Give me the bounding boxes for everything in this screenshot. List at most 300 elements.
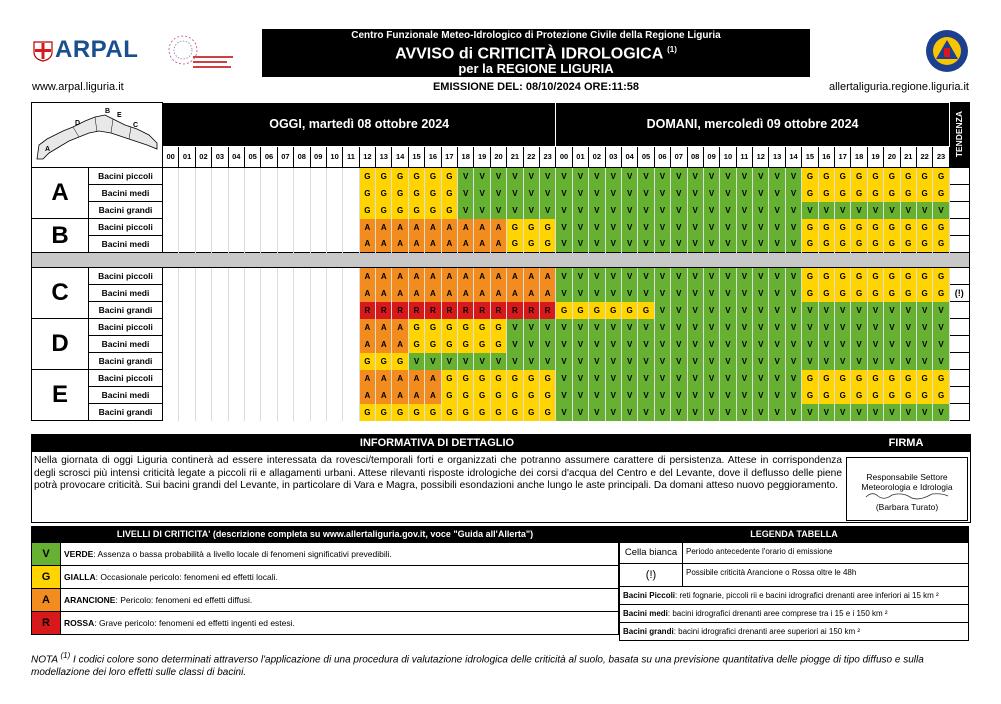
hour-cell: G [376, 168, 392, 185]
hour-cell: G [851, 219, 867, 236]
hour-cell: V [605, 319, 621, 336]
hour-cell: V [933, 353, 949, 370]
hour-cell: V [671, 319, 687, 336]
hour-cell: V [720, 168, 736, 185]
hour-cell [212, 285, 228, 302]
hour-cell: G [539, 404, 555, 421]
hour-cell: G [884, 168, 900, 185]
hour-cell: V [539, 168, 555, 185]
hour-cell [212, 370, 228, 387]
hour-cell: V [654, 185, 670, 202]
hour-cell: V [605, 168, 621, 185]
hour-cell: V [605, 387, 621, 404]
hour-cell: V [654, 219, 670, 236]
hour-cell [277, 185, 293, 202]
hour-cell: G [916, 285, 932, 302]
hour-label: 03 [605, 146, 621, 167]
grid-row [32, 285, 970, 302]
hour-cell: A [359, 319, 375, 336]
hour-cell: G [933, 236, 949, 253]
website-right[interactable]: allertaliguria.regione.liguria.it [828, 81, 969, 93]
hour-cell: G [474, 319, 490, 336]
hour-cell [343, 202, 359, 219]
hour-cell [277, 168, 293, 185]
hour-cell: A [408, 268, 424, 285]
hour-cell: A [392, 236, 408, 253]
map-label-c: C [133, 122, 139, 129]
hour-cell [277, 387, 293, 404]
hour-cell: G [884, 285, 900, 302]
hour-cell [244, 236, 260, 253]
hour-label: 05 [638, 146, 654, 167]
hour-cell: V [671, 168, 687, 185]
footnote-text: I codici colore sono determinati attraverso l'applicazione di una procedura di valutazione idrologica delle criticità al suolo, basata su una previsione quantitativa delle piogge di tipo diffuso e sulla modellazione dei loro effetti sulle classi di bacini. [31, 654, 924, 679]
hour-cell: V [621, 219, 637, 236]
hour-cell [179, 404, 195, 421]
hour-cell: V [572, 236, 588, 253]
hour-cell [343, 236, 359, 253]
hour-cell: V [818, 353, 834, 370]
hour-cell [343, 268, 359, 285]
hour-cell [310, 404, 326, 421]
website-left[interactable]: www.arpal.liguria.it [32, 81, 124, 93]
hour-cell: G [359, 404, 375, 421]
hour-cell: V [884, 353, 900, 370]
arpal-logo: ARPAL [55, 36, 139, 63]
hour-cell: V [556, 404, 572, 421]
hour-cell: V [687, 353, 703, 370]
hour-cell: V [835, 202, 851, 219]
hour-cell: V [753, 202, 769, 219]
hour-cell [195, 168, 211, 185]
bacino-label: Bacini medi [89, 387, 163, 404]
hour-label: 17 [835, 146, 851, 167]
hour-cell [163, 302, 179, 319]
hour-label: 11 [343, 146, 359, 167]
hour-cell: V [490, 353, 506, 370]
hour-cell: G [900, 285, 916, 302]
hour-label: 01 [572, 146, 588, 167]
hour-cell: G [916, 168, 932, 185]
hour-cell: G [802, 168, 818, 185]
hour-cell: G [867, 219, 883, 236]
hour-cell: V [802, 336, 818, 353]
hour-cell: V [736, 219, 752, 236]
hour-cell: V [474, 202, 490, 219]
bacino-label: Bacini piccoli [89, 219, 163, 236]
hour-cell: V [703, 285, 719, 302]
hour-cell: V [884, 202, 900, 219]
hour-cell [179, 319, 195, 336]
hour-cell: V [802, 353, 818, 370]
hour-cell [326, 302, 342, 319]
hour-cell: V [703, 336, 719, 353]
hour-cell: V [851, 202, 867, 219]
hour-label: 09 [310, 146, 326, 167]
hour-cell: A [359, 219, 375, 236]
hour-cell [277, 404, 293, 421]
bacino-label: Bacini medi [89, 185, 163, 202]
hour-cell [228, 336, 244, 353]
hour-cell: V [539, 202, 555, 219]
hour-cell: A [490, 268, 506, 285]
hour-cell [195, 319, 211, 336]
hour-cell: V [785, 319, 801, 336]
hour-cell: A [408, 219, 424, 236]
hour-cell [343, 336, 359, 353]
bacino-label: Bacini medi [89, 236, 163, 253]
hour-cell: V [621, 185, 637, 202]
hour-cell: V [753, 370, 769, 387]
hour-cell: V [753, 404, 769, 421]
hour-cell: G [900, 370, 916, 387]
hour-cell: V [621, 319, 637, 336]
hour-cell: V [556, 268, 572, 285]
hour-cell [212, 319, 228, 336]
map-label-a: A [45, 146, 51, 153]
hour-cell: V [884, 336, 900, 353]
criticality-grid [31, 102, 970, 421]
hour-cell: V [556, 285, 572, 302]
bacino-label: Bacini piccoli [89, 168, 163, 185]
hour-cell [326, 404, 342, 421]
hour-cell: A [458, 268, 474, 285]
hour-cell: G [916, 219, 932, 236]
hour-cell [326, 268, 342, 285]
legend-excl [619, 564, 969, 587]
hour-cell: V [638, 370, 654, 387]
hour-cell: A [474, 219, 490, 236]
hour-cell: V [851, 302, 867, 319]
bacino-label: Bacini medi [89, 285, 163, 302]
hour-cell: A [408, 236, 424, 253]
hour-cell: G [933, 185, 949, 202]
hour-cell: V [769, 404, 785, 421]
hour-cell: G [933, 285, 949, 302]
hour-cell [294, 302, 310, 319]
hour-cell: V [507, 202, 523, 219]
hour-cell: V [605, 268, 621, 285]
hour-cell: G [802, 219, 818, 236]
bacino-label: Bacini piccoli [89, 268, 163, 285]
hour-cell [261, 236, 277, 253]
legend-excl-desc: Possibile criticità Arancione o Rossa oltre le 48h [686, 568, 857, 577]
centro-funzionale-logo [163, 28, 241, 81]
hour-cell: V [490, 202, 506, 219]
grid-row [32, 404, 970, 421]
hour-cell: G [933, 219, 949, 236]
hour-cell: V [556, 370, 572, 387]
hour-cell: V [687, 370, 703, 387]
hour-cell [244, 168, 260, 185]
hour-cell: V [736, 202, 752, 219]
hour-cell: V [851, 404, 867, 421]
hour-cell: V [785, 168, 801, 185]
hour-cell [179, 353, 195, 370]
legend-white-desc: Periodo antecedente l'orario di emissione [686, 547, 833, 556]
hour-cell: V [671, 268, 687, 285]
hour-cell [163, 185, 179, 202]
hour-cell: V [605, 219, 621, 236]
hour-cell [326, 336, 342, 353]
hour-cell: V [523, 353, 539, 370]
tendency-cell [949, 336, 969, 353]
hour-cell: V [900, 319, 916, 336]
hour-cell: V [785, 387, 801, 404]
hour-cell: G [851, 185, 867, 202]
hour-cell [179, 219, 195, 236]
hour-cell [294, 168, 310, 185]
hour-cell: V [736, 370, 752, 387]
signature-box [846, 457, 968, 521]
zone-label: C [32, 268, 89, 319]
level-row [31, 566, 619, 589]
hour-cell [228, 353, 244, 370]
hour-cell: V [720, 202, 736, 219]
hour-cell: V [785, 185, 801, 202]
hour-cell: A [359, 336, 375, 353]
hour-cell: V [900, 202, 916, 219]
hour-cell: V [425, 353, 441, 370]
hour-cell: V [589, 353, 605, 370]
hour-label: 20 [884, 146, 900, 167]
level-swatch: G [32, 566, 61, 588]
hour-cell [244, 285, 260, 302]
hour-cell: G [376, 353, 392, 370]
hour-cell: A [425, 219, 441, 236]
map-label-e: E [117, 112, 122, 119]
grid-row [32, 353, 970, 370]
hour-label: 05 [244, 146, 260, 167]
hour-cell: V [572, 185, 588, 202]
hour-cell: G [408, 185, 424, 202]
hour-cell: V [867, 353, 883, 370]
hour-cell [343, 168, 359, 185]
hour-cell: A [359, 236, 375, 253]
bacino-label: Bacini piccoli [89, 370, 163, 387]
hour-cell: V [867, 404, 883, 421]
hour-label: 13 [769, 146, 785, 167]
hour-cell [212, 302, 228, 319]
zone-label: E [32, 370, 89, 421]
hour-cell: G [441, 168, 457, 185]
level-name: VERDE [64, 549, 94, 559]
hour-cell: A [441, 236, 457, 253]
hour-cell: V [818, 302, 834, 319]
hour-cell: V [687, 285, 703, 302]
hour-cell [326, 236, 342, 253]
hour-cell: G [458, 370, 474, 387]
hour-cell: V [556, 202, 572, 219]
hour-cell: V [769, 302, 785, 319]
hour-cell [343, 387, 359, 404]
hour-cell: V [556, 319, 572, 336]
hour-cell: G [867, 387, 883, 404]
legend-medium-desc: : bacini idrografici drenanti aree comprese tra i 15 e i 150 km ² [667, 609, 888, 618]
hour-cell [294, 285, 310, 302]
hour-cell: V [933, 302, 949, 319]
map-label-b: B [105, 108, 111, 115]
hour-cell: V [605, 185, 621, 202]
hour-cell [244, 353, 260, 370]
hour-cell: G [818, 219, 834, 236]
hour-cell: V [671, 336, 687, 353]
hour-cell: V [703, 185, 719, 202]
hour-cell: V [572, 202, 588, 219]
hour-cell: V [900, 404, 916, 421]
hour-cell: V [769, 219, 785, 236]
hour-cell: A [539, 285, 555, 302]
hour-label: 12 [753, 146, 769, 167]
hour-cell [261, 185, 277, 202]
hour-label: 08 [687, 146, 703, 167]
hour-cell: V [720, 268, 736, 285]
level-desc [64, 618, 295, 628]
hour-cell: V [638, 168, 654, 185]
hour-cell: G [474, 404, 490, 421]
hour-cell [163, 387, 179, 404]
hour-cell [310, 219, 326, 236]
hour-cell: V [802, 404, 818, 421]
hour-cell: G [490, 319, 506, 336]
hour-cell: A [376, 236, 392, 253]
hour-cell: A [425, 285, 441, 302]
hour-cell: V [785, 268, 801, 285]
hour-cell: V [638, 202, 654, 219]
hour-cell: G [359, 185, 375, 202]
hour-cell: V [916, 353, 932, 370]
hour-cell: V [720, 285, 736, 302]
hour-cell: R [490, 302, 506, 319]
day2-header: DOMANI, mercoledì 09 ottobre 2024 [556, 103, 949, 147]
hour-cell: G [818, 370, 834, 387]
hour-cell: A [425, 268, 441, 285]
hour-cell: V [605, 236, 621, 253]
hour-label: 10 [720, 146, 736, 167]
hour-cell: A [359, 285, 375, 302]
hour-cell [212, 387, 228, 404]
hour-cell: V [605, 404, 621, 421]
hour-cell: G [933, 168, 949, 185]
hour-cell: G [490, 404, 506, 421]
center-name: Centro Funzionale Meteo-Idrologico di Protezione Civile della Regione Liguria [351, 30, 721, 41]
hour-cell: V [671, 404, 687, 421]
zone-separator [32, 253, 970, 268]
level-text: : Occasionale pericolo: fenomeni ed effetti locali. [95, 572, 278, 582]
hour-label: 15 [802, 146, 818, 167]
hour-cell: A [376, 370, 392, 387]
hour-label: 15 [408, 146, 424, 167]
hour-cell: G [835, 285, 851, 302]
grid-row [32, 319, 970, 336]
hour-cell: V [916, 202, 932, 219]
hour-cell: V [589, 285, 605, 302]
hour-label: 00 [163, 146, 179, 167]
hour-cell: G [916, 370, 932, 387]
hour-cell: V [621, 202, 637, 219]
hour-cell: V [769, 268, 785, 285]
hour-cell [244, 202, 260, 219]
hour-cell [195, 268, 211, 285]
hour-cell: V [720, 404, 736, 421]
hour-cell: A [458, 219, 474, 236]
level-row [31, 612, 619, 635]
hour-cell [277, 268, 293, 285]
hour-cell: V [507, 185, 523, 202]
hour-cell: A [425, 370, 441, 387]
info-header [32, 435, 970, 452]
hour-cell [244, 336, 260, 353]
hour-cell: G [376, 404, 392, 421]
hour-cell: V [703, 219, 719, 236]
hour-cell: V [572, 353, 588, 370]
level-desc [64, 595, 252, 605]
hour-label: 04 [621, 146, 637, 167]
hour-cell [326, 319, 342, 336]
hour-cell: V [621, 285, 637, 302]
hour-cell: G [851, 285, 867, 302]
level-name: ARANCIONE [64, 595, 116, 605]
hour-cell: V [621, 268, 637, 285]
hour-cell: V [736, 319, 752, 336]
grid-row [32, 387, 970, 404]
hour-cell: G [425, 202, 441, 219]
hour-cell [228, 268, 244, 285]
hour-cell: G [359, 353, 375, 370]
hour-cell: G [523, 404, 539, 421]
hour-cell: G [490, 336, 506, 353]
hour-cell: V [474, 168, 490, 185]
hour-cell: V [736, 404, 752, 421]
hour-cell: V [720, 185, 736, 202]
hour-cell: V [589, 219, 605, 236]
bacino-label: Bacini medi [89, 336, 163, 353]
hour-cell: V [687, 202, 703, 219]
hour-cell [195, 404, 211, 421]
hour-cell: V [867, 202, 883, 219]
hour-cell: G [851, 370, 867, 387]
hour-cell: G [425, 319, 441, 336]
hour-cell: V [884, 319, 900, 336]
hour-cell: G [851, 236, 867, 253]
hour-cell: V [572, 219, 588, 236]
level-name: GIALLA [64, 572, 96, 582]
hour-cell: G [408, 202, 424, 219]
tendency-cell [949, 236, 969, 253]
hour-cell: V [802, 319, 818, 336]
hour-cell [179, 202, 195, 219]
hour-cell: V [916, 319, 932, 336]
hour-cell [294, 404, 310, 421]
hour-cell: V [638, 353, 654, 370]
hour-cell: V [589, 404, 605, 421]
hour-cell: G [802, 370, 818, 387]
hour-cell [261, 302, 277, 319]
hour-cell: G [638, 302, 654, 319]
legend-medium-name: Bacini medi [623, 609, 668, 618]
hour-cell: V [638, 387, 654, 404]
hour-cell [163, 285, 179, 302]
hour-cell: V [638, 285, 654, 302]
hour-cell: G [802, 236, 818, 253]
hour-cell: V [458, 185, 474, 202]
hour-cell [195, 185, 211, 202]
tendency-cell [949, 185, 969, 202]
hour-cell [343, 302, 359, 319]
hour-cell: V [769, 202, 785, 219]
hour-label: 08 [294, 146, 310, 167]
hour-cell: G [835, 219, 851, 236]
